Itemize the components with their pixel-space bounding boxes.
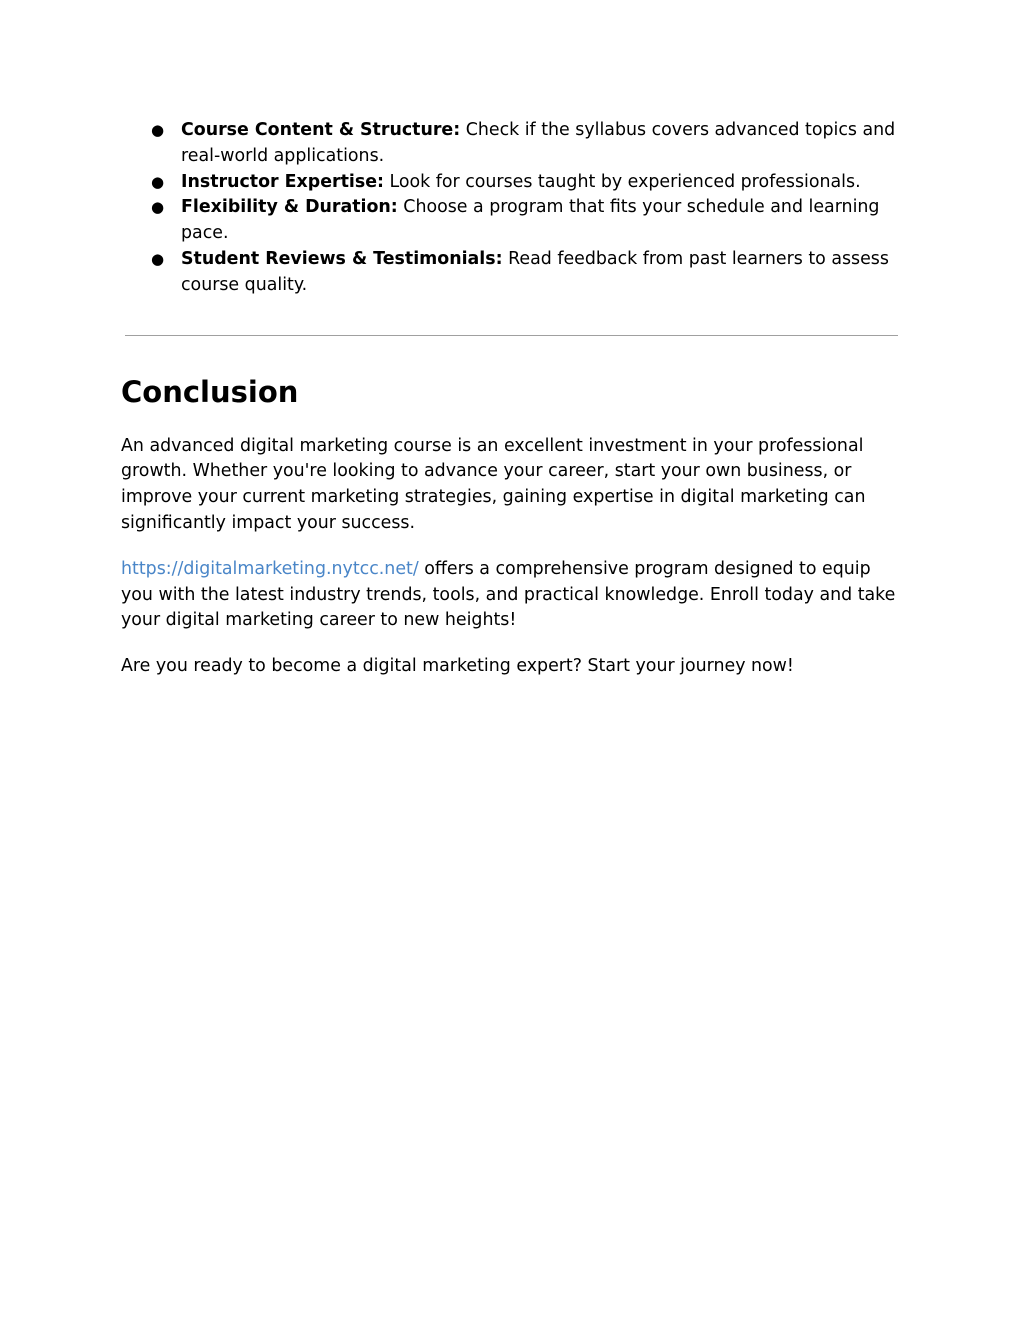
- horizontal-divider: [125, 335, 898, 336]
- list-item-text: Look for courses taught by experienced professionals.: [389, 171, 861, 192]
- call-to-action-paragraph: Are you ready to become a digital marketing expert? Start your journey now!: [121, 656, 794, 677]
- list-item: [121, 195, 906, 247]
- conclusion-paragraph: An advanced digital marketing course is an excellent investment in your professional growth. Whether you're looking to advance your career, start your own business, or improve your current marketing strategies, gaining expertise in digital marketing can significantly impact your success.: [121, 435, 866, 533]
- list-item-text: Check if the syllabus covers advanced topics and real-world applications.: [181, 120, 896, 166]
- list-item-text: Choose a program that fits your schedule and learning pace.: [181, 197, 880, 244]
- bullet-icon: ●: [151, 172, 165, 191]
- list-item: [121, 118, 906, 170]
- document-content: [121, 118, 906, 680]
- list-item-text: Read feedback from past learners to assess course quality.: [181, 248, 889, 295]
- criteria-list: [121, 118, 906, 299]
- list-item-title: Instructor Expertise:: [181, 171, 384, 192]
- program-link[interactable]: https://digitalmarketing.nytcc.net/: [121, 558, 419, 579]
- section-heading: Conclusion: [121, 374, 299, 409]
- program-paragraph: [121, 557, 906, 634]
- bullet-icon: ●: [151, 121, 165, 139]
- list-item-title: Flexibility & Duration:: [181, 197, 398, 218]
- list-item: [121, 247, 906, 299]
- list-item: [121, 170, 906, 196]
- bullet-icon: ●: [151, 249, 165, 268]
- list-item-title: Student Reviews & Testimonials:: [181, 248, 503, 269]
- bullet-icon: ●: [151, 198, 165, 217]
- list-item-title: Course Content & Structure:: [181, 120, 461, 140]
- program-paragraph-text: offers a comprehensive program designed to equip you with the latest industry trends, tools, and practical knowledge. Enroll today and take your digital marketing career to new heights!: [121, 558, 896, 631]
